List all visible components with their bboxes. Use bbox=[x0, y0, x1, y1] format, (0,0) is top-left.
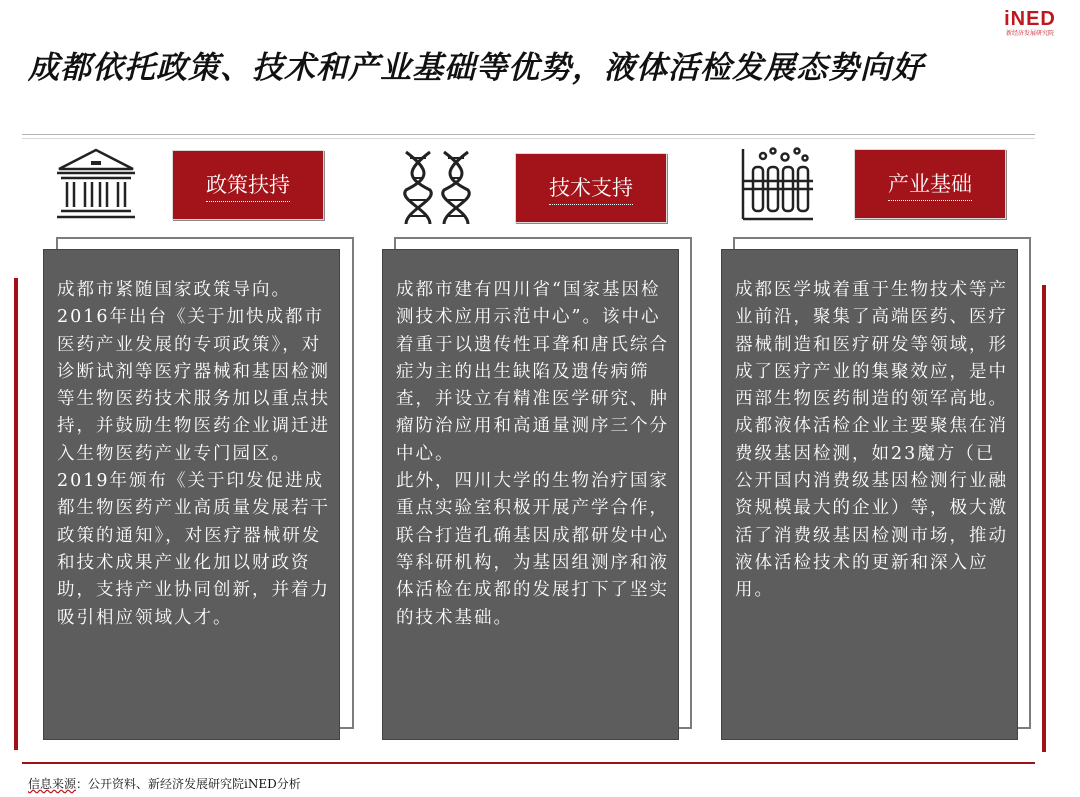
logo-subtitle: 新经济发展研究院 bbox=[1005, 30, 1054, 37]
card-policy-text bbox=[57, 277, 331, 632]
heading-industry-base bbox=[854, 149, 1006, 219]
left-accent-bar bbox=[14, 278, 18, 750]
card-industry bbox=[721, 249, 1018, 740]
heading-industry-base-label: 产业基础 bbox=[888, 168, 972, 201]
source-label: 信息来源 bbox=[28, 777, 77, 791]
source-note bbox=[28, 775, 301, 792]
ined-logo bbox=[990, 8, 1070, 38]
card-technical-text bbox=[396, 277, 670, 632]
card-policy bbox=[43, 249, 340, 740]
card-policy-paragraph: 成都市紧随国家政策导向。 bbox=[57, 280, 291, 300]
footer-divider bbox=[22, 762, 1035, 764]
heading-technical-support-label: 技术支持 bbox=[549, 172, 633, 205]
page-title: 成都依托政策、技术和产业基础等优势，液体活检发展态势向好 bbox=[28, 50, 924, 86]
logo-name: iNED bbox=[1004, 8, 1056, 30]
test-tube-rack-icon bbox=[739, 145, 815, 227]
card-industry-text bbox=[735, 277, 1009, 605]
source-text: ：公开资料、新经济发展研究院iNED分析 bbox=[76, 777, 301, 791]
dna-icon bbox=[400, 148, 474, 232]
heading-policy-support bbox=[172, 150, 324, 220]
government-building-icon bbox=[55, 147, 137, 227]
card-technical bbox=[382, 249, 679, 740]
card-industry-paragraph: 成都医学城着重于生物技术等产业前沿，聚集了高端医药、医疗器械制造和医疗研发等领域，形成了医疗产业的集聚效应，是中西部生物医药制造的领军高地。 bbox=[735, 280, 1008, 410]
card-industry-paragraph: 成都液体活检企业主要聚焦在消费级基因检测，如23魔方（已公开国内消费级基因检测行业融资规模最大的企业）等，极大激活了消费级基因检测市场，推动液体活检技术的更新和深入应用。 bbox=[735, 416, 1008, 601]
title-divider bbox=[22, 134, 1035, 135]
card-technical-paragraph: 此外，四川大学的生物治疗国家重点实验室积极开展产学合作，联合打造孔确基因成都研发中心等科研机构，为基因组测序和液体活检在成都的发展打下了坚实的技术基础。 bbox=[396, 471, 669, 628]
card-technical-paragraph: 成都市建有四川省“国家基因检测技术应用示范中心”。该中心着重于以遗传性耳聋和唐氏综合症为主的出生缺陷及遗传病筛查，并设立有精准医学研究、肿瘤防治应用和高通量测序三个分中心。 bbox=[396, 280, 669, 464]
card-policy-paragraph: 2019年颁布《关于印发促进成都生物医药产业高质量发展若干政策的通知》，对医疗器械研发和技术成果产业化加以财政资助，支持产业协同创新，并着力吸引相应领域人才。 bbox=[57, 471, 330, 628]
right-accent-bar bbox=[1042, 285, 1046, 752]
heading-policy-support-label: 政策扶持 bbox=[206, 169, 290, 202]
title-divider-secondary bbox=[22, 138, 1035, 139]
heading-technical-support bbox=[515, 153, 667, 223]
card-policy-paragraph: 2016年出台《关于加快成都市医药产业发展的专项政策》，对诊断试剂等医疗器械和基因检测等生物医药技术服务加以重点扶持，并鼓励生物医药企业调迁进入生物医药产业专门园区。 bbox=[57, 307, 330, 464]
